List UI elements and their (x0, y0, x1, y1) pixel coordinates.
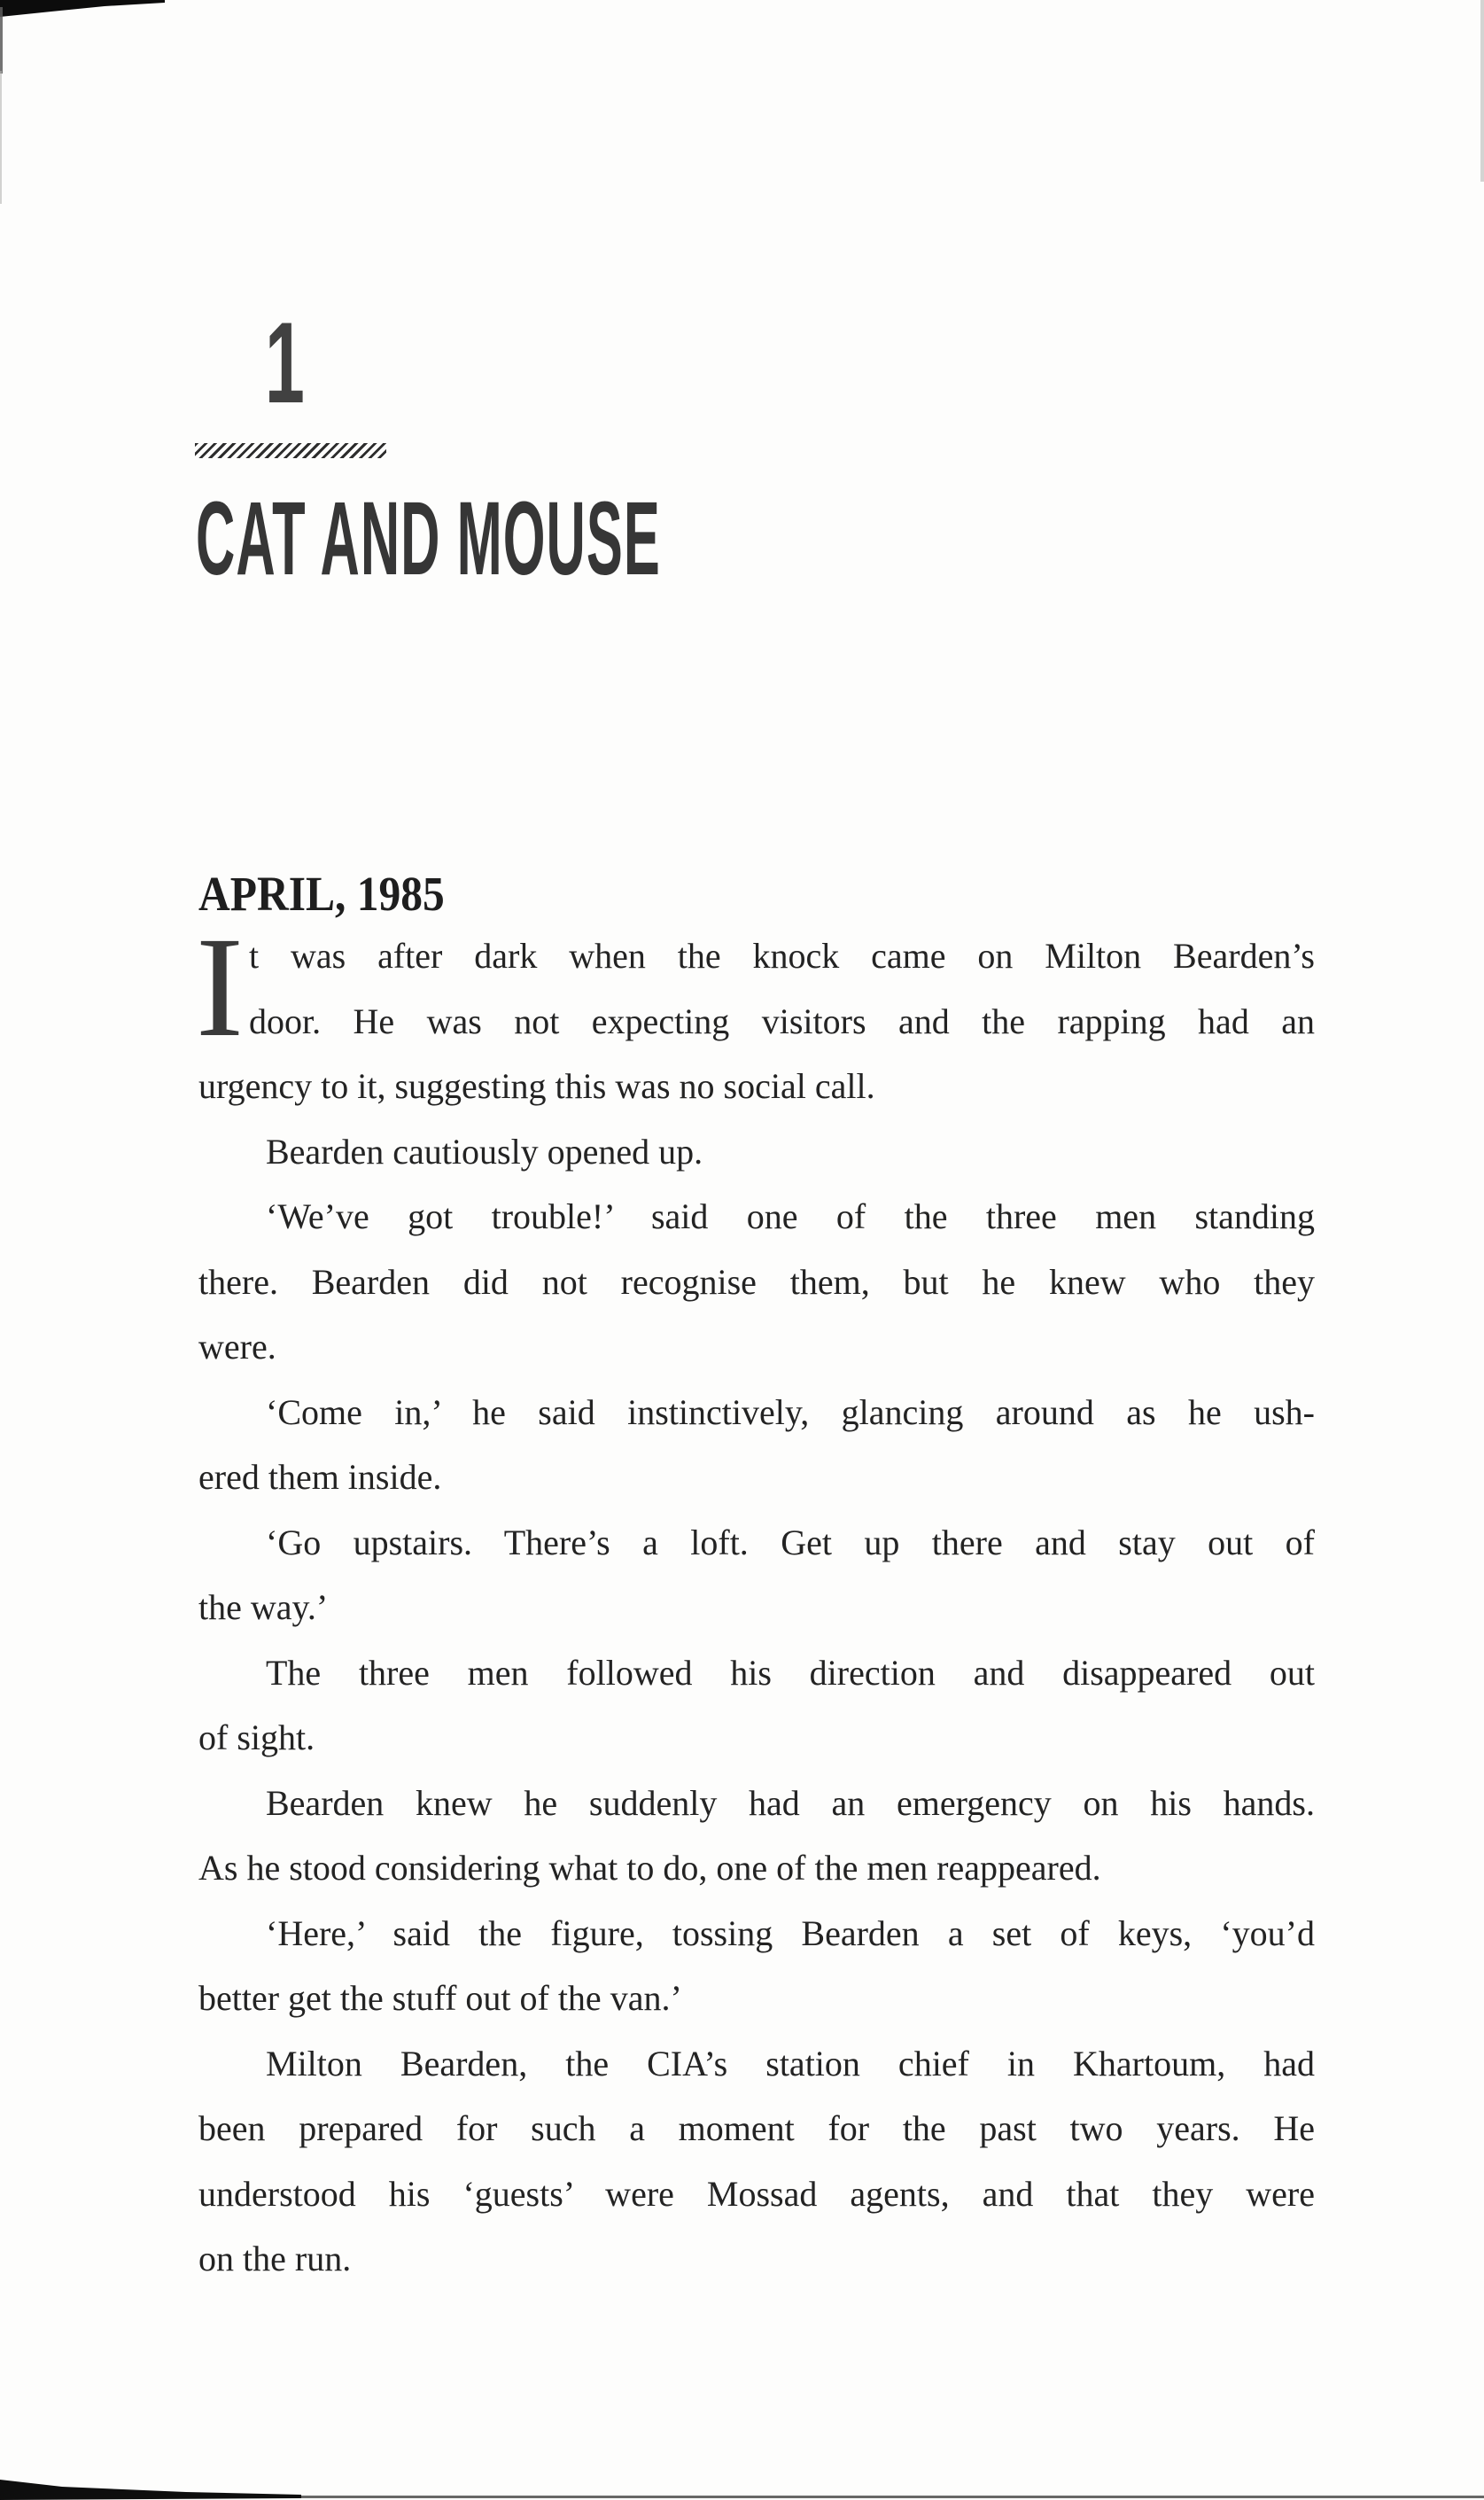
text-line: the way.’ (198, 1587, 329, 1627)
text-line: t was after dark when the knock came on Milton Bearden’s (249, 936, 1315, 976)
text-line: understood his ‘guests’ were Mossad agents, and that they were (198, 2173, 1315, 2214)
text-line: on the run. (198, 2239, 352, 2278)
paragraph (198, 1771, 1315, 1901)
text-line: there. Bearden did not recognise them, but he knew who they (198, 1261, 1315, 1302)
text-line: As he stood considering what to do, one of the men reappeared. (198, 1848, 1101, 1888)
text-line: ‘Here,’ said the figure, tossing Bearden a set of keys, ‘you’d (266, 1912, 1315, 1953)
text-line: ered them inside. (198, 1457, 442, 1497)
paragraph (196, 908, 1315, 1119)
text-line: The three men followed his direction and disappeared out (266, 1652, 1315, 1693)
paragraph (198, 1119, 1315, 1185)
scan-edge-bottom-left (0, 2480, 301, 2500)
scan-edge-left (0, 7, 3, 74)
paragraph (198, 2031, 1315, 2292)
drop-cap: I (196, 908, 244, 1067)
text-line: been prepared for such a moment for the past two years. He (198, 2108, 1315, 2148)
chapter-hatch-rule (195, 443, 386, 458)
body-text (198, 869, 1315, 2292)
text-line: were. (198, 1327, 276, 1367)
chapter-number: 1 (265, 298, 305, 427)
text-line: urgency to it, suggesting this was no social call. (198, 1066, 875, 1106)
text-line: ‘We’ve got trouble!’ said one of the three men standing (266, 1196, 1315, 1236)
text-line: of sight. (198, 1717, 315, 1757)
chapter-title: CAT AND MOUSE (196, 480, 661, 597)
paragraph (198, 1901, 1315, 2031)
text-line: Milton Bearden, the CIA’s station chief in Khartoum, had (266, 2043, 1315, 2083)
paragraph (198, 1184, 1315, 1380)
scan-edge-bottom (89, 2496, 1484, 2498)
scan-edge-top-right (1480, 0, 1484, 182)
body-paragraphs (196, 908, 1315, 2292)
text-line: ‘Go upstairs. There’s a loft. Get up there and stay out of (266, 1522, 1315, 1562)
text-line: ‘Come in,’ he said instinctively, glancing around as he ush- (266, 1391, 1315, 1432)
paragraph (198, 1380, 1315, 1510)
paragraph (198, 1510, 1315, 1640)
text-line: better get the stuff out of the van.’ (198, 1978, 682, 2018)
paragraph (198, 1640, 1315, 1771)
scan-edge-top-left (0, 0, 165, 17)
text-line: Bearden cautiously opened up. (266, 1131, 703, 1172)
text-line: door. He was not expecting visitors and the rapping had an (249, 1001, 1315, 1041)
dateline: APRIL, 1985 (198, 867, 445, 921)
text-line: Bearden knew he suddenly had an emergency on his hands. (266, 1782, 1315, 1823)
